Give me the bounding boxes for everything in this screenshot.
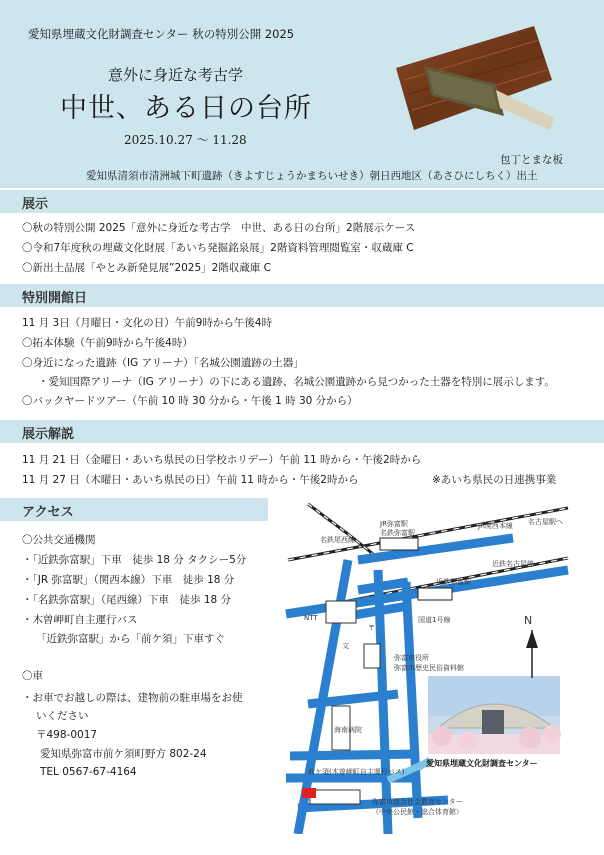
special-item: 〇身近になった遺跡（IG アリーナ）「名城公園遺跡の土器」 [22, 357, 304, 369]
access-line: ・「名鉄弥富駅」（尾西線）下車 徒歩 18 分 [22, 594, 232, 606]
center-name-label: 愛知県埋蔵文化財調査センター [426, 759, 538, 768]
special-item: 11 月 3日（月曜日・文化の日）午前9時から午後4時 [22, 317, 273, 329]
exhibit-item: 〇令和7年度秋の埋蔵文化財展「あいち発掘銘泉展」2階資料管理閲覧室・収蔵庫 C [22, 242, 414, 254]
access-line: 〇公共交通機関 [22, 534, 96, 546]
exhibit-item: 〇秋の特別公開 2025「意外に身近な考古学 中世、ある日の台所」2階展示ケース [22, 222, 416, 234]
kintetsu-station-marker [418, 588, 452, 600]
access-line: ・木曽岬町自主運行バス [22, 614, 138, 626]
jr-station-label: JR弥富駅 [380, 520, 408, 528]
access-line: ・「近鉄弥富駅」下車 徒歩 18 分 タクシー5分 [22, 554, 247, 566]
access-line: いください [36, 710, 89, 722]
ntt-building [326, 601, 356, 623]
kintetsu-station-label: 近鉄弥富駅 [436, 578, 471, 586]
to-nagoya-label: 名古屋駅へ [528, 518, 563, 526]
exhibit-title: 中世、ある日の台所 [60, 93, 312, 124]
jr-line-label: JR関西本線 [478, 522, 513, 530]
exhibit-section-heading: 展示 [0, 190, 604, 213]
special-item: 〇拓本体験（午前9時から午後4時） [22, 337, 193, 349]
access-line: ・「JR 弥富駅」（関西本線）下車 徒歩 18 分 [22, 574, 235, 586]
access-line: 愛知県弥富市前ケ須町野方 802-24 [40, 748, 207, 760]
excavation-site: 愛知県清須市清洲城下町遺跡（きよすじょうかまちいせき）朝日西地区（あさひにしちく）出土 [86, 170, 538, 182]
community-center-building [310, 790, 360, 804]
meitetsu-line-label: 名鉄尾西線 [320, 536, 355, 544]
special-opening-heading: 特別開館日 [0, 284, 604, 307]
exhibit-subtitle: 意外に身近な考古学 [108, 66, 244, 84]
commentary-heading: 展示解説 [0, 420, 604, 443]
photo-caption: 包丁とまな板 [500, 154, 563, 166]
hospital-label: 海南病院 [334, 726, 362, 734]
route1-label: 国道1号線 [418, 616, 451, 624]
access-heading: アクセス [0, 498, 268, 521]
knife-and-cutting-board-photo [384, 18, 559, 138]
access-line: 〒498-0017 [36, 729, 98, 741]
special-item: 〇バックヤードツアー（午前 10 時 30 分から・午後 1 時 30 分から） [22, 395, 358, 407]
city-hall-building [364, 644, 380, 668]
access-line: TEL 0567-67-4164 [40, 766, 137, 778]
jr-station-marker [380, 538, 418, 550]
access-line: 「近鉄弥富駅」から「前ケ須」下車すぐ [36, 633, 225, 645]
commentary-item: 11 月 27 日（木曜日・あいち県民の日）午前 11 時から・午後2時から [22, 474, 359, 486]
city-hall-label: 弥富市役所 [394, 654, 429, 662]
access-map [268, 498, 584, 834]
north-label: N [524, 614, 533, 627]
access-line: ・お車でお越しの際は、建物前の駐車場をお使 [22, 692, 243, 704]
kintetsu-line-label: 近鉄名古屋線 [492, 560, 534, 568]
special-item: ・愛知国際アリーナ（IG アリーナ）の下にある遺跡、名城公園遺跡から見つかった土器を特別に展示します。 [38, 376, 555, 388]
commentary-note: ※あいち県民の日連携事業 [432, 474, 557, 486]
school-icon: 文 [342, 642, 349, 650]
map-svg [268, 498, 584, 834]
access-line: 〇車 [22, 670, 43, 682]
community-center-sub-label: （中央公民館・総合体育館） [372, 808, 463, 816]
center-building-photo [428, 676, 561, 754]
ntt-label: NTT [304, 614, 318, 622]
commentary-item: 11 月 21 日（金曜日・あいち県民の日学校ホリデー）午前 11 時から・午後2時から [22, 454, 422, 466]
bus-stop-label: 前ケ須(木曽岬町自主運行バス) [308, 768, 405, 776]
exhibit-item: 〇新出土品展「やとみ新発見展”2025」2階収蔵庫 C [22, 262, 272, 274]
organizer-text: 愛知県埋蔵文化財調査センター 秋の特別公開 2025 [28, 27, 295, 41]
community-center-label: 弥富市総合社会教育センター [372, 798, 463, 806]
center-location-marker [302, 788, 316, 798]
post-office-icon: 〒 [368, 624, 375, 632]
exhibit-dates: 2025.10.27 ～ 11.28 [124, 133, 247, 147]
museum-label: 弥富市歴史民俗資料館 [394, 664, 464, 672]
north-arrow-icon [526, 630, 538, 678]
meitetsu-station-label: 名鉄弥富駅 [380, 529, 415, 537]
